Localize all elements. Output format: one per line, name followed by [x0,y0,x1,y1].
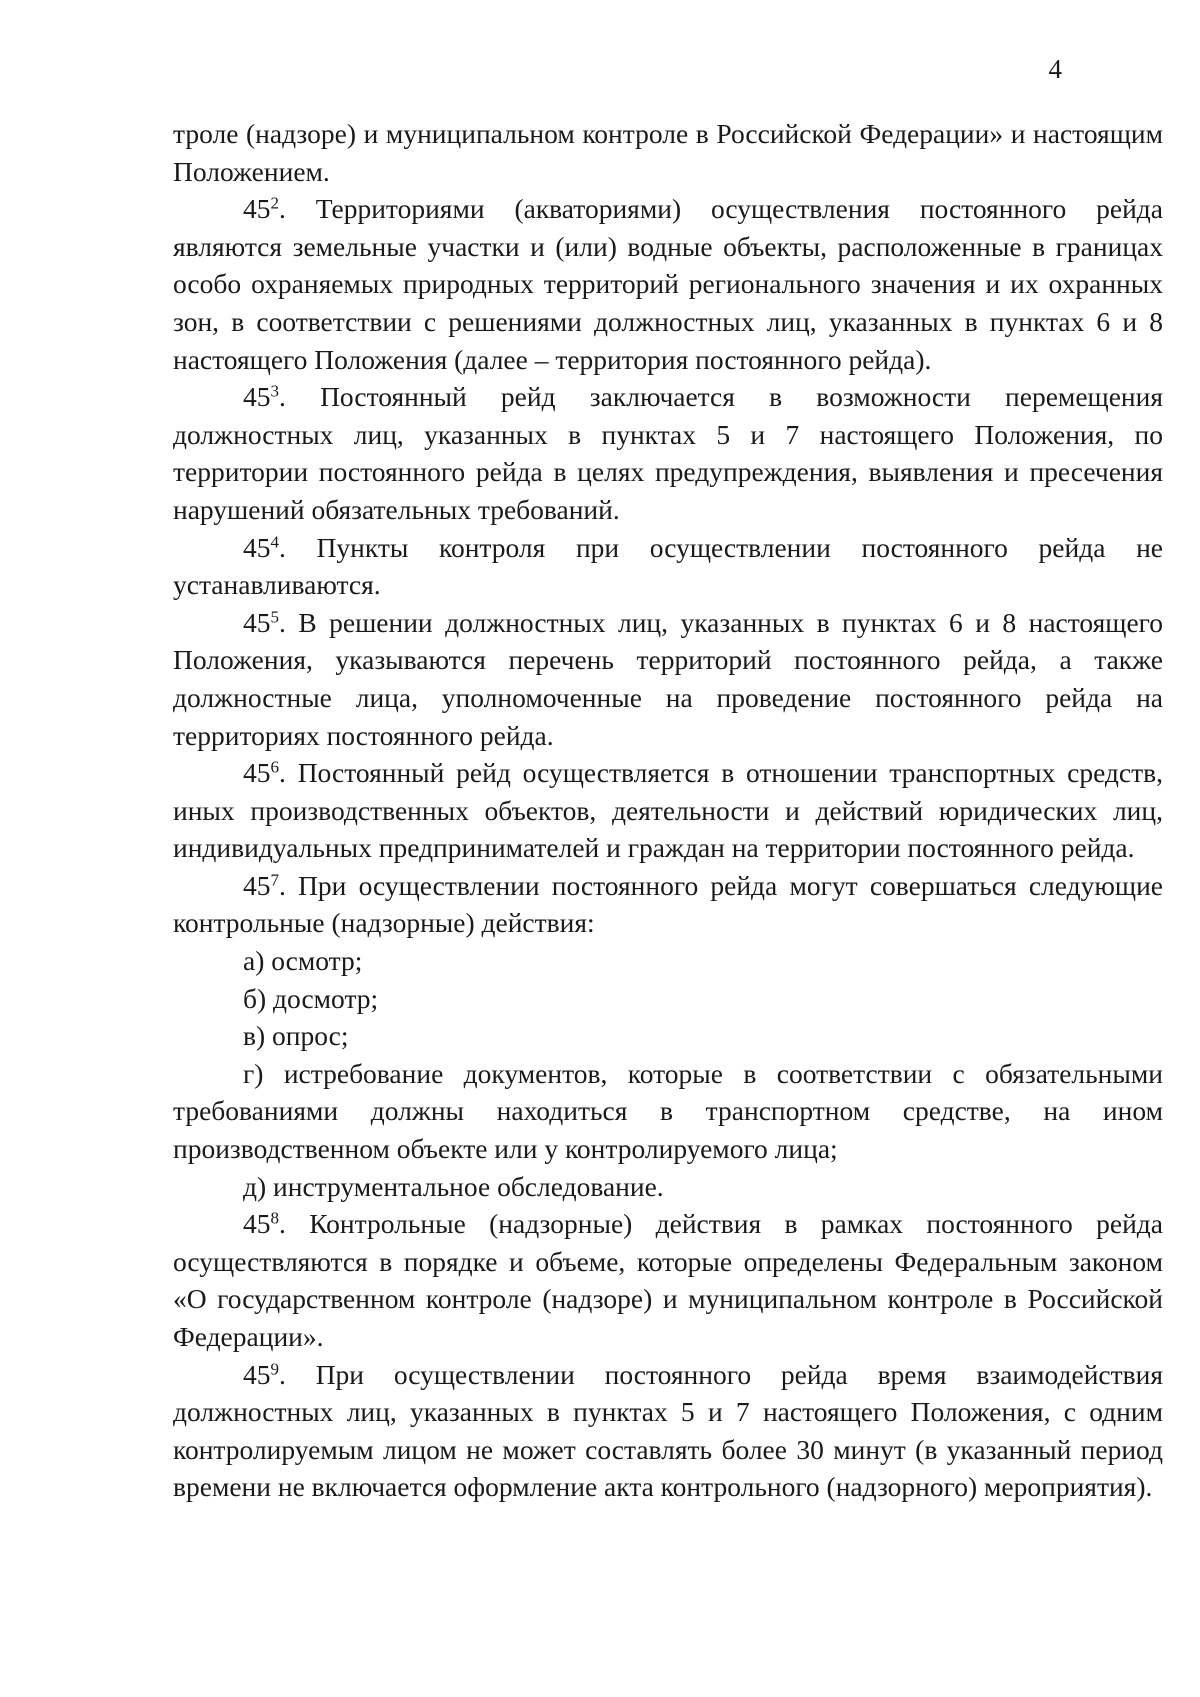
document-body [173,115,1163,1506]
clause-45-9 [173,1356,1163,1506]
clause-text: . Пункты контроля при осуществлении постоянного рейда не устанавливаются. [173,531,1163,601]
clause-number: $45^6$ [243,757,279,789]
clause-text: . При осуществлении постоянного рейда могут совершаться следующие контрольные (надзорные) действия: [173,869,1163,939]
clause-number: $45^9$ [243,1358,279,1390]
clause-45-7 [173,867,1163,942]
clause-45-8 [173,1205,1163,1355]
list-item-a: а) осмотр; [243,945,363,977]
list-item-b: б) досмотр; [243,982,379,1014]
clause-text: . Постоянный рейд заключается в возможности перемещения должностных лиц, указанных в пунктах 5 и 7 настоящего Положения, по территории постоянного рейда в целях предупреждения, выявления и пресечения нарушений обязательных требований. [173,381,1163,525]
page-number: 4 [1048,54,1062,84]
clause-text: . Контрольные (надзорные) действия в рамках постоянного рейда осуществляются в порядке и объеме, которые определены Федеральным законом «О государственном контроле (надзоре) и муниципальном контроле в Российской Федерации». [173,1208,1163,1352]
clause-text: . Постоянный рейд осуществляется в отношении транспортных средств, иных производственных объектов, деятельности и действий юридических лиц, индивидуальных предпринимателей и граждан на территории постоянного рейда. [173,757,1163,864]
clause-45-3 [173,378,1163,528]
list-item-g: г) истребование документов, которые в соответствии с обязательными требованиями должны находиться в транспортном средстве, на ином производственном объекте или у контролируемого лица; [173,1057,1163,1165]
clause-text: . В решении должностных лиц, указанных в пунктах 6 и 8 настоящего Положения, указываются перечень территорий постоянного рейда, а также должностные лица, уполномоченные на проведение постоянного рейда на территориях постоянного рейда. [173,606,1163,751]
clause-text: . При осуществлении постоянного рейда время взаимодействия должностных лиц, указанных в пунктах 5 и 7 настоящего Положения, с одним контролируемым лицом не может составлять более 30 минут (в указанный период времени не включается оформление акта контрольного (надзорного) мероприятия). [173,1358,1163,1503]
clause-number: $45^3$ [243,381,279,413]
paragraph-continuation [173,115,1163,190]
clause-number: $45^4$ [243,531,279,563]
paragraph-text: троле (надзоре) и муниципальном контроле в Российской Федерации» и настоящим Положением. [173,118,1163,187]
clause-number: $45^5$ [243,606,279,638]
list-item-d: д) инструментальное обследование. [243,1170,664,1202]
clause-number: $45^7$ [243,869,279,901]
list-item-v: в) опрос; [243,1020,349,1052]
clause-45-5 [173,604,1163,754]
clause-45-4 [173,529,1163,604]
clause-45-2 [173,190,1163,378]
clause-number: $45^8$ [243,1208,279,1240]
clause-45-6 [173,754,1163,867]
clause-number: $45^2$ [243,193,279,225]
clause-text: . Территориями (акваториями) осуществления постоянного рейда являются земельные участки и (или) водные объекты, расположенные в границах особо охраняемых природных территорий регионального значения и их охранных зон, в соответствии с решениями должностных лиц, указанных в пунктах 6 и 8 настоящего Положения (далее – территория постоянного рейда). [173,193,1163,375]
